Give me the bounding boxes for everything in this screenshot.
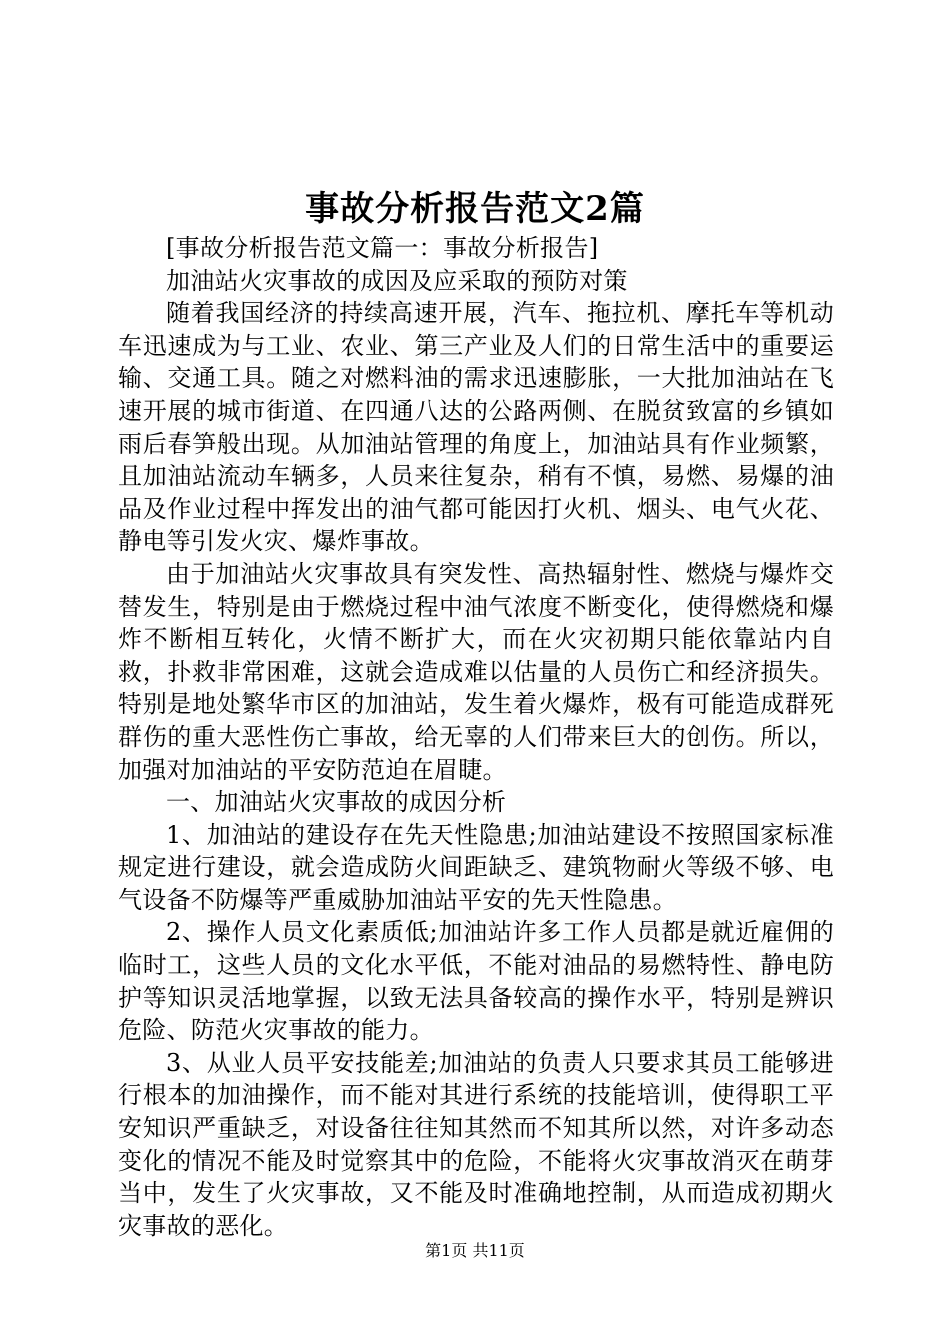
paragraph-section-heading: [事故分析报告范文篇一：事故分析报告]	[166, 234, 599, 262]
document-body	[118, 232, 834, 1242]
paragraph-intro: 随着我国经济的持续高速开展，汽车、拖拉机、摩托车等机动车迅速成为与工业、农业、第三产业及人们的日常生活中的重要运输、交通工具。随之对燃料油的需求迅速膨胀，一大批加油站在飞速开展的城市街道、在四通八达的公路两侧、在脱贫致富的乡镇如雨后春笋般出现。从加油站管理的角度上，加油站具有作业频繁，且加油站流动车辆多，人员来往复杂，稍有不慎，易燃、易爆的油品及作业过程中挥发出的油气都可能因打火机、烟头、电气火花、静电等引发火灾、爆炸事故。	[118, 299, 834, 556]
paragraph-cause-heading: 一、加油站火灾事故的成因分析	[166, 788, 507, 817]
document-title: 事故分析报告范文2篇	[305, 189, 645, 229]
paragraph-cause-3: 3、从业人员平安技能差;加油站的负责人只要求其员工能够进行根本的加油操作，而不能对其进行系统的技能培训，使得职工平安知识严重缺乏，对设备往往知其然而不知其所以然，对许多动态变化的情况不能及时觉察其中的危险，不能将火灾事故消灭在萌芽当中，发生了火灾事故，又不能及时准确地控制，从而造成初期火灾事故的恶化。	[118, 1048, 834, 1240]
paragraph-cause-1: 1、加油站的建设存在先天性隐患;加油站建设不按照国家标准规定进行建设，就会造成防火间距缺乏、建筑物耐火等级不够、电气设备不防爆等严重威胁加油站平安的先天性隐患。	[118, 820, 834, 914]
paragraph-hazard: 由于加油站火灾事故具有突发性、高热辐射性、燃烧与爆炸交替发生，特别是由于燃烧过程中油气浓度不断变化，使得燃烧和爆炸不断相互转化，火情不断扩大，而在火灾初期只能依靠站内自救，扑救非常困难，这就会造成难以估量的人员伤亡和经济损失。特别是地处繁华市区的加油站，发生着火爆炸，极有可能造成群死群伤的重大恶性伤亡事故，给无辜的人们带来巨大的创伤。所以，加强对加油站的平安防范迫在眉睫。	[118, 559, 834, 784]
page-number-footer: 第1页 共11页	[425, 1241, 525, 1260]
paragraph-subtitle: 加油站火灾事故的成因及应采取的预防对策	[166, 266, 628, 295]
paragraph-cause-2: 2、操作人员文化素质低;加油站许多工作人员都是就近雇佣的临时工，这些人员的文化水平低，不能对油品的易燃特性、静电防护等知识灵活地掌握，以致无法具备较高的操作水平，特别是辨识危险、防范火灾事故的能力。	[118, 918, 834, 1045]
